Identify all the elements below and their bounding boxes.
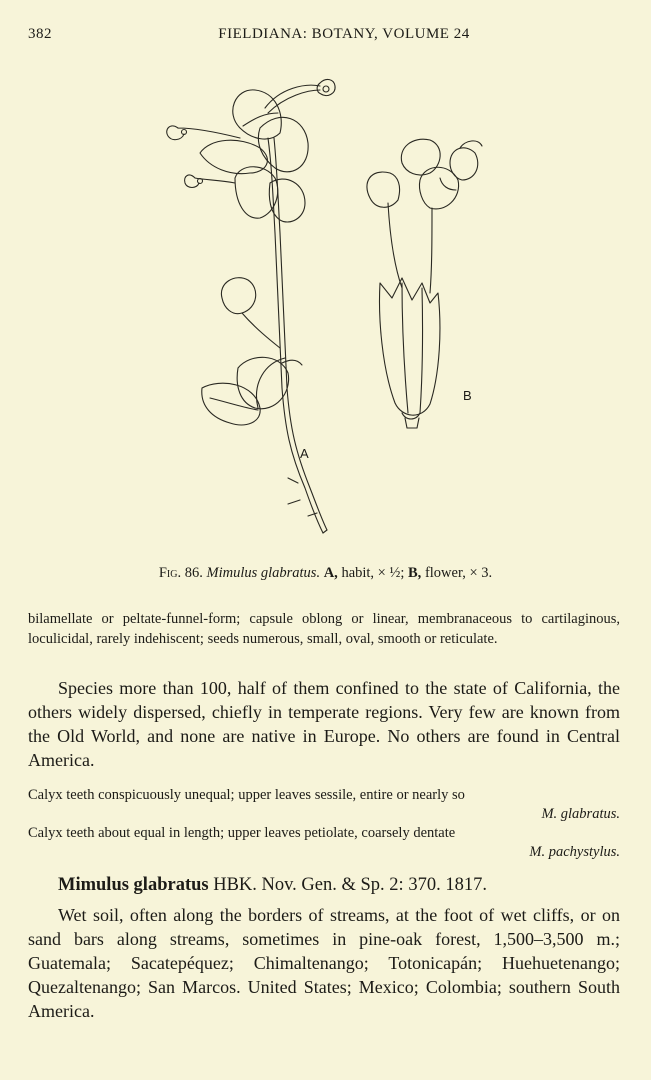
caption-part-a: A,: [323, 565, 338, 581]
species-habitat-paragraph: Wet soil, often along the borders of streams, at the foot of wet cliffs, or on sand bars along streams, sometimes in pine-oak forest, 1,500–3,500 m.; Guatemala; Sacatepéquez; Chimaltenango; Totonicapán; Huehuetenango; Quezaltenango; San Marcos. United States; Mexico; Colombia; southern South America.: [28, 905, 620, 1021]
leaf: [233, 90, 281, 139]
mimulus-illustration: [140, 68, 520, 548]
species-citation: HBK. Nov. Gen. & Sp. 2: 370. 1817.: [208, 875, 487, 895]
calyx: [380, 278, 440, 415]
running-head: FIELDIANA: BOTANY, VOLUME 24: [218, 26, 470, 42]
species-heading: [58, 875, 618, 896]
leaf: [258, 117, 308, 171]
page-number: 382: [28, 26, 52, 42]
key-lead-2: M. pachystylus.: [529, 844, 620, 860]
leaf: [200, 140, 267, 173]
caption-part-a-text: habit, × ½;: [337, 565, 409, 581]
key-lead-1: M. glabratus.: [541, 806, 620, 822]
species-name: Mimulus glabratus: [58, 875, 209, 895]
figure-label-b: B: [463, 388, 472, 403]
identification-key: [28, 786, 620, 862]
page-header: [28, 26, 620, 48]
petal: [367, 172, 400, 207]
leaf: [221, 278, 255, 314]
species-count-paragraph: Species more than 100, half of them confined to the state of California, the others widely dispersed, chiefly in temperate regions. Very few are known from the Old World, and none are native in Europe. No others are found in Central America.: [28, 678, 620, 770]
petal: [401, 139, 440, 175]
figure-label-a: A: [300, 446, 309, 461]
figure-number: Fig. 86.: [158, 565, 203, 581]
leaf: [269, 179, 305, 222]
caption-species: Mimulus glabratus.: [206, 565, 321, 581]
caption-part-b-text: flower, × 3.: [421, 565, 493, 581]
key-couplet-2: Calyx teeth about equal in length; upper leaves petiolate, coarsely dentate: [28, 825, 456, 841]
petal: [450, 148, 478, 180]
key-couplet-1: Calyx teeth conspicuously unequal; upper leaves sessile, entire or nearly so: [28, 787, 465, 803]
botanical-figure: [140, 68, 520, 548]
genus-description-continuation: bilamellate or peltate-funnel-form; capsule oblong or linear, membranaceous to cartilaginous, loculicidal, rarely indehiscent; seeds numerous, small, oval, smooth or reticulate.: [28, 611, 620, 647]
caption-part-b: B,: [408, 565, 422, 581]
figure-caption: [28, 565, 623, 582]
